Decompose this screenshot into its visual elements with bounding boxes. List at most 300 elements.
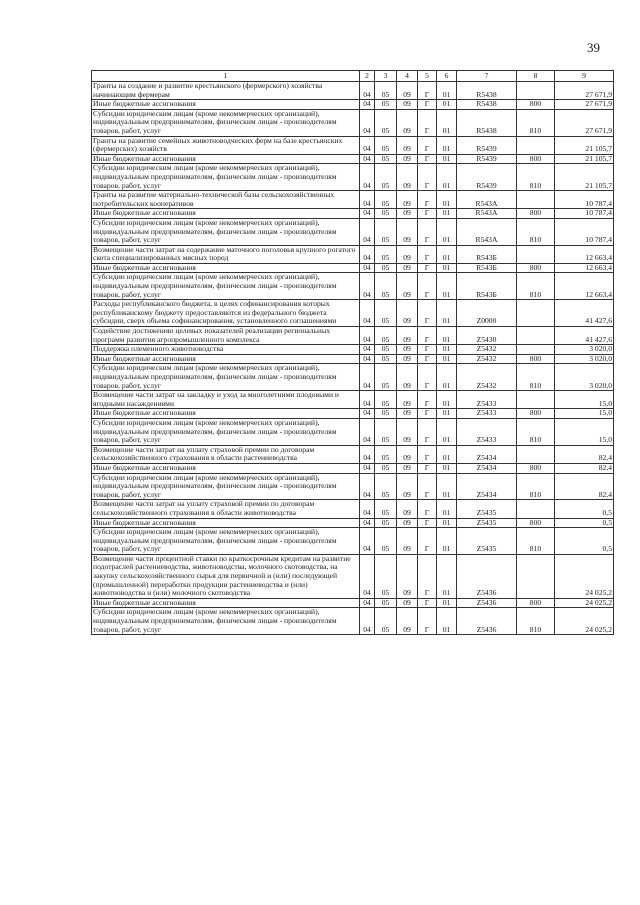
table-row xyxy=(92,164,614,191)
expense-type-cell: 810 xyxy=(517,109,555,136)
target-code-cell: Z5430 xyxy=(457,327,517,345)
header-cell: 2 xyxy=(360,71,375,82)
expense-type-cell xyxy=(517,391,555,409)
code-4-cell: 09 xyxy=(397,327,418,345)
code-5-cell: Г xyxy=(418,528,437,555)
expense-type-cell xyxy=(517,500,555,518)
code-5-cell: Г xyxy=(418,191,437,209)
code-3-cell: 05 xyxy=(375,473,397,500)
target-code-cell: Z5436 xyxy=(457,598,517,608)
target-code-cell: Z5434 xyxy=(457,463,517,473)
table-row xyxy=(92,100,614,110)
code-2-cell: 04 xyxy=(360,518,375,528)
target-code-cell: Z5432 xyxy=(457,364,517,391)
row-name-cell: Субсидии юридическим лицам (кроме некоммерческих организаций), индивидуальным предпринимателям, физическим лицам - производителям товаров, работ, услуг xyxy=(92,109,360,136)
row-sum-cell: 12 663,4 xyxy=(555,245,614,263)
code-5-cell: Г xyxy=(418,608,437,635)
expense-type-cell xyxy=(517,191,555,209)
code-6-cell: 01 xyxy=(437,554,457,598)
table-row xyxy=(92,608,614,635)
code-2-cell: 04 xyxy=(360,300,375,327)
code-4-cell: 09 xyxy=(397,109,418,136)
code-4-cell: 09 xyxy=(397,391,418,409)
header-cell: 1 xyxy=(92,71,360,82)
code-4-cell: 09 xyxy=(397,418,418,445)
row-name-cell: Иные бюджетные ассигнования xyxy=(92,209,360,219)
expense-type-cell xyxy=(517,345,555,355)
code-2-cell: 04 xyxy=(360,391,375,409)
header-cell: 5 xyxy=(418,71,437,82)
code-3-cell: 05 xyxy=(375,209,397,219)
target-code-cell: R543Б xyxy=(457,273,517,300)
expense-type-cell xyxy=(517,445,555,463)
row-sum-cell: 15,0 xyxy=(555,409,614,419)
row-sum-cell: 0,5 xyxy=(555,500,614,518)
code-3-cell: 05 xyxy=(375,364,397,391)
row-sum-cell: 10 787,4 xyxy=(555,209,614,219)
code-2-cell: 04 xyxy=(360,191,375,209)
code-6-cell: 01 xyxy=(437,500,457,518)
code-3-cell: 05 xyxy=(375,218,397,245)
code-3-cell: 05 xyxy=(375,100,397,110)
row-sum-cell: 0,5 xyxy=(555,518,614,528)
code-6-cell: 01 xyxy=(437,300,457,327)
code-5-cell: Г xyxy=(418,245,437,263)
target-code-cell: R5439 xyxy=(457,136,517,154)
code-4-cell: 09 xyxy=(397,364,418,391)
header-cell: 6 xyxy=(437,71,457,82)
table-row xyxy=(92,354,614,364)
code-6-cell: 01 xyxy=(437,154,457,164)
row-sum-cell: 27 671,9 xyxy=(555,82,614,100)
row-name-cell: Гранты на создание и развитие крестьянского (фермерского) хозяйства начинающим фермерам xyxy=(92,82,360,100)
code-3-cell: 05 xyxy=(375,608,397,635)
row-sum-cell: 21 105,7 xyxy=(555,136,614,154)
code-4-cell: 09 xyxy=(397,463,418,473)
row-name-cell: Субсидии юридическим лицам (кроме некоммерческих организаций), индивидуальным предпринимателям, физическим лицам - производителям товаров, работ, услуг xyxy=(92,273,360,300)
table-row xyxy=(92,263,614,273)
code-5-cell: Г xyxy=(418,300,437,327)
row-sum-cell: 24 025,2 xyxy=(555,554,614,598)
table-row xyxy=(92,218,614,245)
code-6-cell: 01 xyxy=(437,518,457,528)
expense-type-cell: 810 xyxy=(517,418,555,445)
row-sum-cell: 0,5 xyxy=(555,528,614,555)
code-5-cell: Г xyxy=(418,418,437,445)
code-6-cell: 01 xyxy=(437,473,457,500)
row-name-cell: Иные бюджетные ассигнования xyxy=(92,263,360,273)
code-3-cell: 05 xyxy=(375,354,397,364)
code-6-cell: 01 xyxy=(437,109,457,136)
target-code-cell: Z5433 xyxy=(457,391,517,409)
code-2-cell: 04 xyxy=(360,109,375,136)
code-3-cell: 05 xyxy=(375,418,397,445)
code-5-cell: Г xyxy=(418,218,437,245)
expense-type-cell: 810 xyxy=(517,273,555,300)
code-2-cell: 04 xyxy=(360,245,375,263)
code-6-cell: 01 xyxy=(437,345,457,355)
target-code-cell: Z5433 xyxy=(457,409,517,419)
table-row xyxy=(92,391,614,409)
target-code-cell: R5439 xyxy=(457,164,517,191)
row-sum-cell: 3 020,0 xyxy=(555,345,614,355)
code-5-cell: Г xyxy=(418,364,437,391)
target-code-cell: R5439 xyxy=(457,154,517,164)
expense-type-cell xyxy=(517,300,555,327)
code-6-cell: 01 xyxy=(437,164,457,191)
code-3-cell: 05 xyxy=(375,82,397,100)
code-6-cell: 01 xyxy=(437,191,457,209)
code-6-cell: 01 xyxy=(437,136,457,154)
header-cell: 8 xyxy=(517,71,555,82)
row-name-cell: Иные бюджетные ассигнования xyxy=(92,598,360,608)
header-cell: 3 xyxy=(375,71,397,82)
expense-type-cell xyxy=(517,327,555,345)
table-row xyxy=(92,82,614,100)
expense-type-cell: 800 xyxy=(517,154,555,164)
code-2-cell: 04 xyxy=(360,218,375,245)
table-row xyxy=(92,554,614,598)
row-name-cell: Гранты на развитие материально-технической базы сельскохозяйственных потребительских кооперативов xyxy=(92,191,360,209)
row-name-cell: Субсидии юридическим лицам (кроме некоммерческих организаций), индивидуальным предпринимателям, физическим лицам - производителям товаров, работ, услуг xyxy=(92,418,360,445)
expense-type-cell: 810 xyxy=(517,473,555,500)
code-5-cell: Г xyxy=(418,391,437,409)
table-row xyxy=(92,598,614,608)
row-sum-cell: 21 105,7 xyxy=(555,154,614,164)
table-row xyxy=(92,473,614,500)
target-code-cell: Z5436 xyxy=(457,554,517,598)
code-3-cell: 05 xyxy=(375,154,397,164)
row-name-cell: Субсидии юридическим лицам (кроме некоммерческих организаций), индивидуальным предпринимателям, физическим лицам - производителям товаров, работ, услуг xyxy=(92,608,360,635)
expense-type-cell: 800 xyxy=(517,598,555,608)
row-sum-cell: 12 663,4 xyxy=(555,273,614,300)
code-4-cell: 09 xyxy=(397,218,418,245)
code-5-cell: Г xyxy=(418,518,437,528)
table-row xyxy=(92,136,614,154)
code-4-cell: 09 xyxy=(397,136,418,154)
code-2-cell: 04 xyxy=(360,345,375,355)
target-code-cell: R5438 xyxy=(457,82,517,100)
code-5-cell: Г xyxy=(418,327,437,345)
table-row xyxy=(92,245,614,263)
code-5-cell: Г xyxy=(418,598,437,608)
expense-type-cell: 800 xyxy=(517,209,555,219)
code-2-cell: 04 xyxy=(360,354,375,364)
row-sum-cell: 3 020,0 xyxy=(555,364,614,391)
code-3-cell: 05 xyxy=(375,300,397,327)
row-name-cell: Субсидии юридическим лицам (кроме некоммерческих организаций), индивидуальным предпринимателям, физическим лицам - производителям товаров, работ, услуг xyxy=(92,528,360,555)
code-6-cell: 01 xyxy=(437,209,457,219)
target-code-cell: Z5432 xyxy=(457,354,517,364)
code-3-cell: 05 xyxy=(375,164,397,191)
target-code-cell: R543А xyxy=(457,218,517,245)
row-name-cell: Возмещение части затрат на уплату страховой премии по договорам сельскохозяйственного страхования в области животноводства xyxy=(92,500,360,518)
target-code-cell: Z5435 xyxy=(457,518,517,528)
row-sum-cell: 10 787,4 xyxy=(555,191,614,209)
row-sum-cell: 82,4 xyxy=(555,445,614,463)
code-4-cell: 09 xyxy=(397,273,418,300)
code-6-cell: 01 xyxy=(437,598,457,608)
row-name-cell: Субсидии юридическим лицам (кроме некоммерческих организаций), индивидуальным предпринимателям, физическим лицам - производителям товаров, работ, услуг xyxy=(92,473,360,500)
code-4-cell: 09 xyxy=(397,608,418,635)
code-6-cell: 01 xyxy=(437,273,457,300)
code-2-cell: 04 xyxy=(360,500,375,518)
target-code-cell: R543А xyxy=(457,191,517,209)
table-row xyxy=(92,528,614,555)
expense-type-cell xyxy=(517,136,555,154)
code-4-cell: 09 xyxy=(397,500,418,518)
row-name-cell: Иные бюджетные ассигнования xyxy=(92,354,360,364)
code-4-cell: 09 xyxy=(397,100,418,110)
code-2-cell: 04 xyxy=(360,136,375,154)
code-4-cell: 09 xyxy=(397,245,418,263)
row-name-cell: Иные бюджетные ассигнования xyxy=(92,409,360,419)
row-name-cell: Возмещение части затрат на уплату страховой премии по договорам сельскохозяйственного страхования в области растениеводства xyxy=(92,445,360,463)
code-5-cell: Г xyxy=(418,136,437,154)
code-5-cell: Г xyxy=(418,82,437,100)
code-2-cell: 04 xyxy=(360,100,375,110)
header-cell: 7 xyxy=(457,71,517,82)
code-6-cell: 01 xyxy=(437,528,457,555)
code-5-cell: Г xyxy=(418,554,437,598)
row-name-cell: Субсидии юридическим лицам (кроме некоммерческих организаций), индивидуальным предпринимателям, физическим лицам - производителям товаров, работ, услуг xyxy=(92,218,360,245)
code-4-cell: 09 xyxy=(397,445,418,463)
table-row xyxy=(92,418,614,445)
code-3-cell: 05 xyxy=(375,554,397,598)
code-2-cell: 04 xyxy=(360,209,375,219)
code-6-cell: 01 xyxy=(437,445,457,463)
code-5-cell: Г xyxy=(418,164,437,191)
code-3-cell: 05 xyxy=(375,273,397,300)
code-2-cell: 04 xyxy=(360,528,375,555)
row-sum-cell: 15,0 xyxy=(555,418,614,445)
row-name-cell: Иные бюджетные ассигнования xyxy=(92,463,360,473)
expense-type-cell xyxy=(517,554,555,598)
target-code-cell: R543Б xyxy=(457,263,517,273)
code-3-cell: 05 xyxy=(375,109,397,136)
row-name-cell: Иные бюджетные ассигнования xyxy=(92,100,360,110)
code-6-cell: 01 xyxy=(437,263,457,273)
code-3-cell: 05 xyxy=(375,500,397,518)
code-2-cell: 04 xyxy=(360,598,375,608)
target-code-cell: Z5432 xyxy=(457,345,517,355)
code-2-cell: 04 xyxy=(360,463,375,473)
code-3-cell: 05 xyxy=(375,191,397,209)
code-6-cell: 01 xyxy=(437,418,457,445)
code-3-cell: 05 xyxy=(375,409,397,419)
row-name-cell: Иные бюджетные ассигнования xyxy=(92,518,360,528)
code-4-cell: 09 xyxy=(397,473,418,500)
code-4-cell: 09 xyxy=(397,191,418,209)
expense-type-cell: 810 xyxy=(517,364,555,391)
row-name-cell: Субсидии юридическим лицам (кроме некоммерческих организаций), индивидуальным предпринимателям, физическим лицам - производителям товаров, работ, услуг xyxy=(92,364,360,391)
code-4-cell: 09 xyxy=(397,82,418,100)
code-3-cell: 05 xyxy=(375,245,397,263)
code-2-cell: 04 xyxy=(360,364,375,391)
code-2-cell: 04 xyxy=(360,154,375,164)
table-row xyxy=(92,209,614,219)
row-name-cell: Иные бюджетные ассигнования xyxy=(92,154,360,164)
expense-type-cell: 810 xyxy=(517,608,555,635)
code-4-cell: 09 xyxy=(397,598,418,608)
code-4-cell: 09 xyxy=(397,154,418,164)
target-code-cell: R5438 xyxy=(457,109,517,136)
code-6-cell: 01 xyxy=(437,218,457,245)
code-5-cell: Г xyxy=(418,109,437,136)
expense-type-cell: 810 xyxy=(517,164,555,191)
row-name-cell: Гранты на развитие семейных животноводческих ферм на базе крестьянских (фермерских) хозяйств xyxy=(92,136,360,154)
code-5-cell: Г xyxy=(418,273,437,300)
row-name-cell: Возмещение части затрат на содержание маточного поголовья крупного рогатого скота специализированных мясных пород xyxy=(92,245,360,263)
code-4-cell: 09 xyxy=(397,409,418,419)
expense-type-cell: 800 xyxy=(517,263,555,273)
code-5-cell: Г xyxy=(418,345,437,355)
row-name-cell: Расходы республиканского бюджета, в целях софинансирования которых республиканскому бюджету предоставляются из федерального бюджета субсидии, сверх объема софинансирования, установленного соглашениями xyxy=(92,300,360,327)
code-6-cell: 01 xyxy=(437,409,457,419)
table-row xyxy=(92,273,614,300)
table-row xyxy=(92,364,614,391)
row-name-cell: Содействие достижению целевых показателей реализации региональных программ развития агропромышленного комплекса xyxy=(92,327,360,345)
expense-type-cell: 800 xyxy=(517,100,555,110)
row-sum-cell: 41 427,6 xyxy=(555,300,614,327)
row-sum-cell: 21 105,7 xyxy=(555,164,614,191)
row-sum-cell: 24 025,2 xyxy=(555,598,614,608)
code-3-cell: 05 xyxy=(375,136,397,154)
code-6-cell: 01 xyxy=(437,391,457,409)
target-code-cell: Z5434 xyxy=(457,445,517,463)
code-3-cell: 05 xyxy=(375,263,397,273)
code-4-cell: 09 xyxy=(397,354,418,364)
code-4-cell: 09 xyxy=(397,263,418,273)
code-4-cell: 09 xyxy=(397,554,418,598)
budget-table xyxy=(91,70,614,635)
table-row xyxy=(92,345,614,355)
code-2-cell: 04 xyxy=(360,418,375,445)
code-5-cell: Г xyxy=(418,409,437,419)
code-2-cell: 04 xyxy=(360,608,375,635)
row-sum-cell: 10 787,4 xyxy=(555,218,614,245)
code-2-cell: 04 xyxy=(360,554,375,598)
row-name-cell: Поддержка племенного животноводства xyxy=(92,345,360,355)
code-5-cell: Г xyxy=(418,354,437,364)
code-6-cell: 01 xyxy=(437,245,457,263)
code-4-cell: 09 xyxy=(397,300,418,327)
code-2-cell: 04 xyxy=(360,273,375,300)
code-2-cell: 04 xyxy=(360,263,375,273)
code-5-cell: Г xyxy=(418,445,437,463)
target-code-cell: R543Б xyxy=(457,245,517,263)
code-2-cell: 04 xyxy=(360,164,375,191)
code-2-cell: 04 xyxy=(360,82,375,100)
code-6-cell: 01 xyxy=(437,100,457,110)
table-row xyxy=(92,191,614,209)
target-code-cell: Z5434 xyxy=(457,473,517,500)
row-sum-cell: 15,0 xyxy=(555,391,614,409)
expense-type-cell: 810 xyxy=(517,218,555,245)
code-5-cell: Г xyxy=(418,100,437,110)
row-sum-cell: 3 020,0 xyxy=(555,354,614,364)
table-row xyxy=(92,518,614,528)
table-row xyxy=(92,445,614,463)
code-5-cell: Г xyxy=(418,473,437,500)
target-code-cell: Z5435 xyxy=(457,528,517,555)
code-2-cell: 04 xyxy=(360,327,375,345)
target-code-cell: Z0000 xyxy=(457,300,517,327)
table-row xyxy=(92,463,614,473)
code-6-cell: 01 xyxy=(437,82,457,100)
code-3-cell: 05 xyxy=(375,327,397,345)
target-code-cell: Z5436 xyxy=(457,608,517,635)
table-row xyxy=(92,500,614,518)
code-4-cell: 09 xyxy=(397,209,418,219)
code-5-cell: Г xyxy=(418,463,437,473)
target-code-cell: Z5435 xyxy=(457,500,517,518)
header-cell: 9 xyxy=(555,71,614,82)
code-4-cell: 09 xyxy=(397,164,418,191)
table-row xyxy=(92,327,614,345)
header-row xyxy=(92,71,614,82)
code-5-cell: Г xyxy=(418,154,437,164)
code-3-cell: 05 xyxy=(375,345,397,355)
expense-type-cell: 800 xyxy=(517,409,555,419)
row-sum-cell: 27 671,9 xyxy=(555,100,614,110)
header-cell: 4 xyxy=(397,71,418,82)
code-6-cell: 01 xyxy=(437,354,457,364)
code-3-cell: 05 xyxy=(375,518,397,528)
target-code-cell: R543А xyxy=(457,209,517,219)
code-2-cell: 04 xyxy=(360,409,375,419)
row-sum-cell: 41 427,6 xyxy=(555,327,614,345)
code-6-cell: 01 xyxy=(437,327,457,345)
expense-type-cell: 800 xyxy=(517,354,555,364)
table-row xyxy=(92,154,614,164)
table-row xyxy=(92,409,614,419)
expense-type-cell xyxy=(517,82,555,100)
row-sum-cell: 12 663,4 xyxy=(555,263,614,273)
code-3-cell: 05 xyxy=(375,528,397,555)
code-3-cell: 05 xyxy=(375,463,397,473)
code-6-cell: 01 xyxy=(437,463,457,473)
table-row xyxy=(92,300,614,327)
expense-type-cell: 800 xyxy=(517,518,555,528)
code-3-cell: 05 xyxy=(375,445,397,463)
code-4-cell: 09 xyxy=(397,345,418,355)
target-code-cell: R5438 xyxy=(457,100,517,110)
row-name-cell: Возмещение части процентной ставки по краткосрочным кредитам на развитие подотраслей растениеводства, животноводства, молочного скотоводства, на закупку сельскохозяйственного сырья для первичной и (или) последующей (промышленной) переработки продукции растениеводства и (или) животноводства и (или) молочного скотоводства xyxy=(92,554,360,598)
code-6-cell: 01 xyxy=(437,608,457,635)
code-3-cell: 05 xyxy=(375,598,397,608)
code-4-cell: 09 xyxy=(397,528,418,555)
table-row xyxy=(92,109,614,136)
code-2-cell: 04 xyxy=(360,473,375,500)
expense-type-cell: 810 xyxy=(517,528,555,555)
code-3-cell: 05 xyxy=(375,391,397,409)
code-6-cell: 01 xyxy=(437,364,457,391)
code-5-cell: Г xyxy=(418,500,437,518)
row-name-cell: Субсидии юридическим лицам (кроме некоммерческих организаций), индивидуальным предпринимателям, физическим лицам - производителям товаров, работ, услуг xyxy=(92,164,360,191)
expense-type-cell xyxy=(517,245,555,263)
row-name-cell: Возмещение части затрат на закладку и уход за многолетними плодовыми и ягодными насаждениями xyxy=(92,391,360,409)
target-code-cell: Z5433 xyxy=(457,418,517,445)
code-2-cell: 04 xyxy=(360,445,375,463)
row-sum-cell: 24 025,2 xyxy=(555,608,614,635)
row-sum-cell: 82,4 xyxy=(555,463,614,473)
code-5-cell: Г xyxy=(418,263,437,273)
row-sum-cell: 82,4 xyxy=(555,473,614,500)
row-sum-cell: 27 671,9 xyxy=(555,109,614,136)
page-number: 39 xyxy=(587,40,600,55)
expense-type-cell: 800 xyxy=(517,463,555,473)
